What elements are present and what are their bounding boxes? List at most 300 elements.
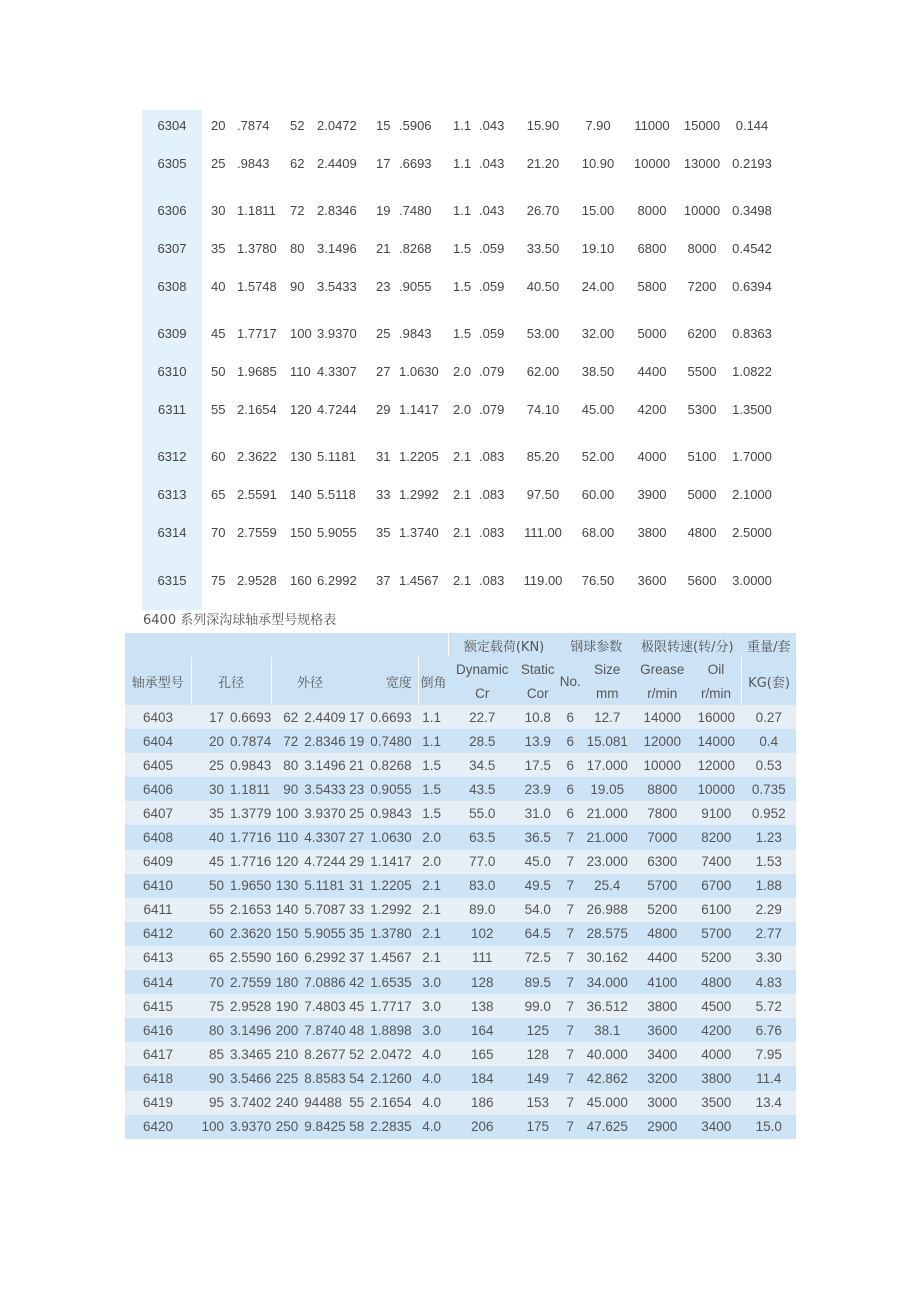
cell-oil-speed: 5700: [691, 922, 741, 946]
cell-model: 6306: [157, 203, 187, 218]
cell-chamfer-in: .083: [479, 449, 505, 464]
cell-oil-speed: 4800: [691, 970, 741, 994]
cell-ball-size: 19.05: [581, 777, 633, 801]
cell-chamfer-in: .079: [479, 402, 505, 417]
cell-chamfer-in: .083: [479, 487, 505, 502]
cell-chamfer: 1.5: [418, 753, 448, 777]
cell-ball-no: 6: [559, 705, 581, 729]
cell-ball-no: 7: [559, 946, 581, 970]
cell-chamfer-in: .059: [479, 241, 505, 256]
cell-model: 6408: [125, 825, 191, 849]
cell-model: 6412: [125, 922, 191, 946]
table-row: [125, 1115, 796, 1139]
cell-width-mm: 17: [376, 156, 391, 171]
cell-dynamic-load: 22.7: [448, 705, 516, 729]
cell-oil-speed: 7200: [687, 279, 717, 294]
cell-bore-in: 1.9685: [237, 364, 277, 379]
cell-outer-in: 2.8346: [317, 203, 357, 218]
cell-oil-speed: 3500: [691, 1091, 741, 1115]
cell-dynamic-load: 138: [448, 994, 516, 1018]
cell-ball-size: 38.1: [581, 1018, 633, 1042]
table-row: [142, 324, 782, 344]
cell-oil-speed: 16000: [691, 705, 741, 729]
cell-model: 6420: [125, 1115, 191, 1139]
cell-static-load: 72.5: [516, 946, 559, 970]
cell-bore-mm: 60: [191, 922, 226, 946]
cell-bore-mm: 80: [191, 1018, 226, 1042]
cell-model: 6410: [125, 874, 191, 898]
cell-width-mm: 21: [376, 241, 391, 256]
table-row: [125, 1018, 796, 1042]
cell-width-in: 0.7480: [366, 729, 418, 753]
cell-chamfer-mm: 2.0: [453, 402, 472, 417]
cell-bore-mm: 17: [191, 705, 226, 729]
cell-static-load: 38.50: [581, 364, 615, 379]
cell-grease-speed: 7000: [633, 825, 691, 849]
cell-width-in: 0.6693: [366, 705, 418, 729]
cell-outer-in: 3.9370: [317, 326, 357, 341]
cell-outer-mm: 80: [290, 241, 305, 256]
table-row: [125, 1042, 796, 1066]
cell-ball-no: 7: [559, 1066, 581, 1090]
cell-oil-speed: 3800: [691, 1066, 741, 1090]
cell-bore-mm: 50: [191, 874, 226, 898]
cell-ball-no: 7: [559, 898, 581, 922]
cell-bore-mm: 65: [211, 487, 226, 502]
cell-dynamic-load: 119.00: [523, 573, 563, 588]
cell-dynamic-load: 206: [448, 1115, 516, 1139]
cell-width-mm: 33: [376, 487, 391, 502]
cell-static-load: 99.0: [516, 994, 559, 1018]
cell-width-mm: 25: [376, 326, 391, 341]
cell-outer-in: 5.1181: [317, 449, 356, 464]
cell-grease-speed: 4000: [637, 449, 667, 464]
cell-grease-speed: 10000: [633, 156, 671, 171]
cell-chamfer: 1.5: [418, 801, 448, 825]
cell-static-load: 49.5: [516, 874, 559, 898]
cell-outer-in: 3.1496: [317, 241, 357, 256]
table-row: [142, 571, 782, 591]
cell-outer-in: 9.8425: [300, 1115, 348, 1139]
cell-ball-no: 7: [559, 825, 581, 849]
cell-model: 6411: [125, 898, 191, 922]
cell-width-mm: 31: [376, 449, 391, 464]
cell-grease-speed: 3800: [637, 525, 667, 540]
cell-dynamic-load: 85.20: [526, 449, 560, 464]
cell-width-in: 1.6535: [366, 970, 418, 994]
table-row: [125, 777, 796, 801]
cell-oil-speed: 6700: [691, 874, 741, 898]
cell-model: 6315: [157, 573, 187, 588]
cell-bore-in: 1.7716: [226, 850, 271, 874]
cell-chamfer: 4.0: [418, 1115, 448, 1139]
cell-width-mm: 19: [376, 203, 391, 218]
cell-dynamic-load: 55.0: [448, 801, 516, 825]
cell-width-in: 2.1654: [366, 1091, 418, 1115]
cell-grease-speed: 3200: [633, 1066, 691, 1090]
cell-grease-speed: 3800: [633, 994, 691, 1018]
cell-ball-no: 7: [559, 1042, 581, 1066]
cell-grease-speed: 12000: [633, 729, 691, 753]
cell-outer-in: 4.3307: [317, 364, 357, 379]
cell-width-in: .5906: [399, 118, 432, 133]
cell-weight: 2.1000: [732, 487, 772, 502]
cell-ball-size: 12.7: [581, 705, 633, 729]
cell-static-load: 32.00: [581, 326, 615, 341]
cell-width-in: .8268: [399, 241, 432, 256]
cell-outer-mm: 100: [290, 326, 312, 341]
cell-model: 6314: [157, 525, 187, 540]
cell-weight: 2.77: [741, 922, 796, 946]
cell-bore-mm: 60: [211, 449, 226, 464]
cell-oil-speed: 5000: [687, 487, 717, 502]
cell-ball-size: 47.625: [581, 1115, 633, 1139]
cell-chamfer: 2.0: [418, 825, 448, 849]
cell-model: 6416: [125, 1018, 191, 1042]
table-row: [142, 485, 782, 505]
cell-dynamic-load: 26.70: [526, 203, 560, 218]
cell-oil-speed: 14000: [691, 729, 741, 753]
cell-weight: 1.23: [741, 825, 796, 849]
cell-grease-speed: 3900: [637, 487, 667, 502]
cell-bore-mm: 35: [211, 241, 226, 256]
cell-bore-mm: 30: [211, 203, 226, 218]
cell-chamfer: 4.0: [418, 1042, 448, 1066]
header-chamfer: 倒角: [418, 657, 448, 705]
cell-static-load: 7.90: [585, 118, 611, 133]
cell-chamfer: 1.5: [418, 777, 448, 801]
cell-weight: 2.29: [741, 898, 796, 922]
cell-outer-in: 6.2992: [300, 946, 348, 970]
cell-chamfer: 3.0: [418, 970, 448, 994]
cell-chamfer-mm: 1.1: [453, 118, 472, 133]
cell-weight: 0.2193: [732, 156, 772, 171]
cell-model: 6409: [125, 850, 191, 874]
cell-oil-speed: 4200: [691, 1018, 741, 1042]
cell-oil-speed: 4500: [691, 994, 741, 1018]
cell-width-in: .9843: [399, 326, 432, 341]
cell-grease-speed: 3000: [633, 1091, 691, 1115]
cell-bore-mm: 90: [191, 1066, 226, 1090]
cell-outer-in: 3.5433: [300, 777, 348, 801]
cell-grease-speed: 5800: [637, 279, 667, 294]
cell-weight: 0.3498: [732, 203, 772, 218]
cell-grease-speed: 4800: [633, 922, 691, 946]
header-grease-rmin: r/min: [633, 681, 691, 705]
table-row: [125, 1066, 796, 1090]
cell-model: 6415: [125, 994, 191, 1018]
cell-width-mm: 23: [376, 279, 391, 294]
table-row: [125, 898, 796, 922]
table-row: [125, 705, 796, 729]
cell-bore-mm: 45: [191, 850, 226, 874]
cell-grease-speed: 8000: [637, 203, 667, 218]
cell-ball-no: 7: [559, 922, 581, 946]
cell-outer-in: 5.7087: [300, 898, 348, 922]
cell-bore-in: 0.9843: [226, 753, 271, 777]
cell-width-in: 1.2205: [366, 874, 418, 898]
cell-model: 6311: [158, 402, 186, 417]
cell-static-load: 10.90: [581, 156, 615, 171]
cell-ball-size: 34.000: [581, 970, 633, 994]
cell-bore-in: 3.5466: [226, 1066, 271, 1090]
cell-dynamic-load: 111: [448, 946, 516, 970]
cell-weight: 0.27: [741, 705, 796, 729]
cell-bore-in: 3.9370: [226, 1115, 271, 1139]
cell-grease-speed: 11000: [634, 118, 670, 133]
cell-bore-mm: 65: [191, 946, 226, 970]
cell-width-mm: 55: [348, 1091, 366, 1115]
cell-weight: 15.0: [741, 1115, 796, 1139]
cell-width-in: 1.3780: [366, 922, 418, 946]
cell-outer-mm: 250: [271, 1115, 300, 1139]
cell-width-in: .9055: [399, 279, 432, 294]
cell-static-load: 15.00: [581, 203, 615, 218]
cell-static-load: 31.0: [516, 801, 559, 825]
cell-outer-mm: 120: [290, 402, 312, 417]
table-row: [142, 277, 782, 297]
cell-width-in: 1.7717: [366, 994, 418, 1018]
cell-outer-mm: 72: [271, 729, 300, 753]
cell-bore-in: 1.1811: [237, 203, 276, 218]
cell-bore-mm: 45: [211, 326, 226, 341]
cell-static-load: 52.00: [581, 449, 615, 464]
cell-ball-no: 6: [559, 801, 581, 825]
cell-weight: 3.0000: [732, 573, 772, 588]
header-ball-no: No.: [559, 657, 581, 705]
cell-width-in: 1.4567: [399, 573, 439, 588]
header-dynamic: Dynamic: [448, 657, 516, 681]
cell-model: 6309: [157, 326, 187, 341]
header-bore: 孔径: [191, 657, 271, 705]
cell-bore-mm: 25: [191, 753, 226, 777]
cell-width-mm: 33: [348, 898, 366, 922]
cell-bore-in: 3.1496: [226, 1018, 271, 1042]
cell-bore-in: .9843: [237, 156, 270, 171]
cell-oil-speed: 10000: [691, 777, 741, 801]
cell-ball-size: 26.988: [581, 898, 633, 922]
cell-outer-mm: 240: [271, 1091, 300, 1115]
cell-ball-size: 28.575: [581, 922, 633, 946]
cell-bore-in: 2.9528: [226, 994, 271, 1018]
cell-width-in: 1.2992: [366, 898, 418, 922]
cell-dynamic-load: 77.0: [448, 850, 516, 874]
table-row: [125, 874, 796, 898]
cell-outer-mm: 150: [271, 922, 300, 946]
table-row: [142, 447, 782, 467]
cell-dynamic-load: 164: [448, 1018, 516, 1042]
cell-oil-speed: 6200: [687, 326, 717, 341]
cell-ball-no: 7: [559, 1091, 581, 1115]
cell-static-load: 13.9: [516, 729, 559, 753]
cell-width-mm: 54: [348, 1066, 366, 1090]
header-speed-limit: 极限转速(转/分): [633, 633, 741, 657]
cell-ball-size: 23.000: [581, 850, 633, 874]
cell-weight: 0.53: [741, 753, 796, 777]
cell-width-mm: 58: [348, 1115, 366, 1139]
cell-dynamic-load: 34.5: [448, 753, 516, 777]
cell-static-load: 175: [516, 1115, 559, 1139]
cell-weight: 3.30: [741, 946, 796, 970]
cell-outer-in: 5.5118: [317, 487, 356, 502]
cell-static-load: 60.00: [581, 487, 615, 502]
cell-width-in: 1.1417: [366, 850, 418, 874]
cell-chamfer: 2.1: [418, 946, 448, 970]
cell-dynamic-load: 89.0: [448, 898, 516, 922]
cell-bore-mm: 50: [211, 364, 226, 379]
cell-weight: 0.8363: [732, 326, 772, 341]
cell-ball-no: 6: [559, 753, 581, 777]
cell-model: 6407: [125, 801, 191, 825]
cell-outer-mm: 130: [271, 874, 300, 898]
cell-grease-speed: 6300: [633, 850, 691, 874]
cell-bore-mm: 40: [211, 279, 226, 294]
cell-width-in: 2.2835: [366, 1115, 418, 1139]
cell-outer-in: 5.9055: [300, 922, 348, 946]
cell-weight: 0.952: [741, 801, 796, 825]
cell-bore-in: 1.1811: [226, 777, 271, 801]
cell-ball-no: 7: [559, 1018, 581, 1042]
cell-chamfer-mm: 2.0: [453, 364, 472, 379]
cell-outer-mm: 90: [290, 279, 305, 294]
cell-grease-speed: 3600: [633, 1018, 691, 1042]
header-weight-unit: KG(套): [741, 657, 796, 705]
cell-bore-in: 2.5591: [237, 487, 277, 502]
cell-chamfer-mm: 2.1: [453, 573, 472, 588]
cell-bore-in: 2.3620: [226, 922, 271, 946]
cell-chamfer: 4.0: [418, 1091, 448, 1115]
cell-outer-mm: 160: [271, 946, 300, 970]
cell-ball-size: 30.162: [581, 946, 633, 970]
cell-outer-mm: 100: [271, 801, 300, 825]
cell-weight: 4.83: [741, 970, 796, 994]
table-row: [125, 922, 796, 946]
cell-weight: 2.5000: [732, 525, 772, 540]
cell-model: 6414: [125, 970, 191, 994]
cell-outer-in: 3.5433: [317, 279, 357, 294]
cell-grease-speed: 5700: [633, 874, 691, 898]
cell-ball-size: 15.081: [581, 729, 633, 753]
cell-weight: 0.144: [735, 118, 769, 133]
header-row-1: [125, 633, 796, 657]
cell-ball-size: 36.512: [581, 994, 633, 1018]
cell-outer-mm: 62: [271, 705, 300, 729]
cell-outer-mm: 130: [290, 449, 312, 464]
cell-dynamic-load: 83.0: [448, 874, 516, 898]
cell-outer-in: 7.0886: [300, 970, 348, 994]
cell-bore-mm: 20: [211, 118, 226, 133]
header-mm: mm: [581, 681, 633, 705]
cell-width-mm: 31: [348, 874, 366, 898]
cell-chamfer: 2.1: [418, 874, 448, 898]
cell-outer-in: 7.4803: [300, 994, 348, 1018]
cell-bore-in: 2.7559: [226, 970, 271, 994]
cell-outer-in: 6.2992: [317, 573, 357, 588]
cell-width-in: 1.0630: [399, 364, 439, 379]
cell-model: 6419: [125, 1091, 191, 1115]
cell-static-load: 64.5: [516, 922, 559, 946]
cell-chamfer-mm: 2.1: [453, 487, 472, 502]
cell-ball-no: 6: [559, 729, 581, 753]
cell-ball-no: 7: [559, 1115, 581, 1139]
cell-bore-in: 1.7716: [226, 825, 271, 849]
cell-static-load: 36.5: [516, 825, 559, 849]
header-model: 轴承型号: [125, 657, 191, 705]
cell-oil-speed: 15000: [683, 118, 721, 133]
cell-width-mm: 35: [348, 922, 366, 946]
cell-width-mm: 29: [348, 850, 366, 874]
cell-chamfer: 3.0: [418, 994, 448, 1018]
cell-bore-mm: 75: [191, 994, 226, 1018]
cell-chamfer-in: .083: [479, 573, 505, 588]
cell-dynamic-load: 128: [448, 970, 516, 994]
cell-static-load: 76.50: [581, 573, 615, 588]
cell-model: 6310: [157, 364, 187, 379]
cell-width-mm: 21: [348, 753, 366, 777]
cell-dynamic-load: 28.5: [448, 729, 516, 753]
cell-outer-mm: 140: [290, 487, 312, 502]
cell-bore-in: 2.7559: [237, 525, 277, 540]
cell-oil-speed: 9100: [691, 801, 741, 825]
cell-width-mm: 27: [348, 825, 366, 849]
cell-oil-speed: 5600: [687, 573, 717, 588]
cell-oil-speed: 4000: [691, 1042, 741, 1066]
cell-oil-speed: 3400: [691, 1115, 741, 1139]
cell-width-mm: 15: [376, 118, 391, 133]
cell-chamfer-in: .083: [479, 525, 505, 540]
cell-outer-mm: 150: [290, 525, 312, 540]
table-row: [125, 994, 796, 1018]
cell-bore-in: 1.7717: [237, 326, 277, 341]
cell-width-in: .6693: [399, 156, 432, 171]
cell-outer-mm: 180: [271, 970, 300, 994]
cell-weight: 13.4: [741, 1091, 796, 1115]
cell-chamfer: 2.0: [418, 850, 448, 874]
cell-outer-in: 2.4409: [300, 705, 348, 729]
cell-model: 6307: [157, 241, 187, 256]
cell-dynamic-load: 97.50: [526, 487, 560, 502]
cell-width-in: 1.4567: [366, 946, 418, 970]
cell-ball-no: 6: [559, 777, 581, 801]
cell-static-load: 54.0: [516, 898, 559, 922]
cell-weight: 1.7000: [732, 449, 772, 464]
cell-chamfer: 3.0: [418, 1018, 448, 1042]
header-size: Size: [581, 657, 633, 681]
cell-width-in: 0.8268: [366, 753, 418, 777]
cell-static-load: 23.9: [516, 777, 559, 801]
cell-width-mm: 35: [376, 525, 391, 540]
cell-outer-in: 3.9370: [300, 801, 348, 825]
cell-chamfer-in: .079: [479, 364, 505, 379]
cell-outer-mm: 110: [290, 364, 311, 379]
cell-oil-speed: 5100: [687, 449, 717, 464]
cell-bore-in: 2.1654: [237, 402, 277, 417]
cell-grease-speed: 4100: [633, 970, 691, 994]
cell-ball-size: 45.000: [581, 1091, 633, 1115]
cell-bore-mm: 95: [191, 1091, 226, 1115]
cell-static-load: 68.00: [581, 525, 615, 540]
cell-outer-in: 8.2677: [300, 1042, 348, 1066]
cell-outer-in: 4.3307: [300, 825, 348, 849]
header-grease: Grease: [633, 657, 691, 681]
cell-bore-in: 2.1653: [226, 898, 271, 922]
header-ball-params: 钢球参数: [559, 633, 633, 657]
cell-bore-mm: 55: [211, 402, 226, 417]
cell-chamfer-in: .059: [479, 326, 505, 341]
cell-oil-speed: 13000: [683, 156, 721, 171]
cell-static-load: 17.5: [516, 753, 559, 777]
cell-weight: 1.53: [741, 850, 796, 874]
